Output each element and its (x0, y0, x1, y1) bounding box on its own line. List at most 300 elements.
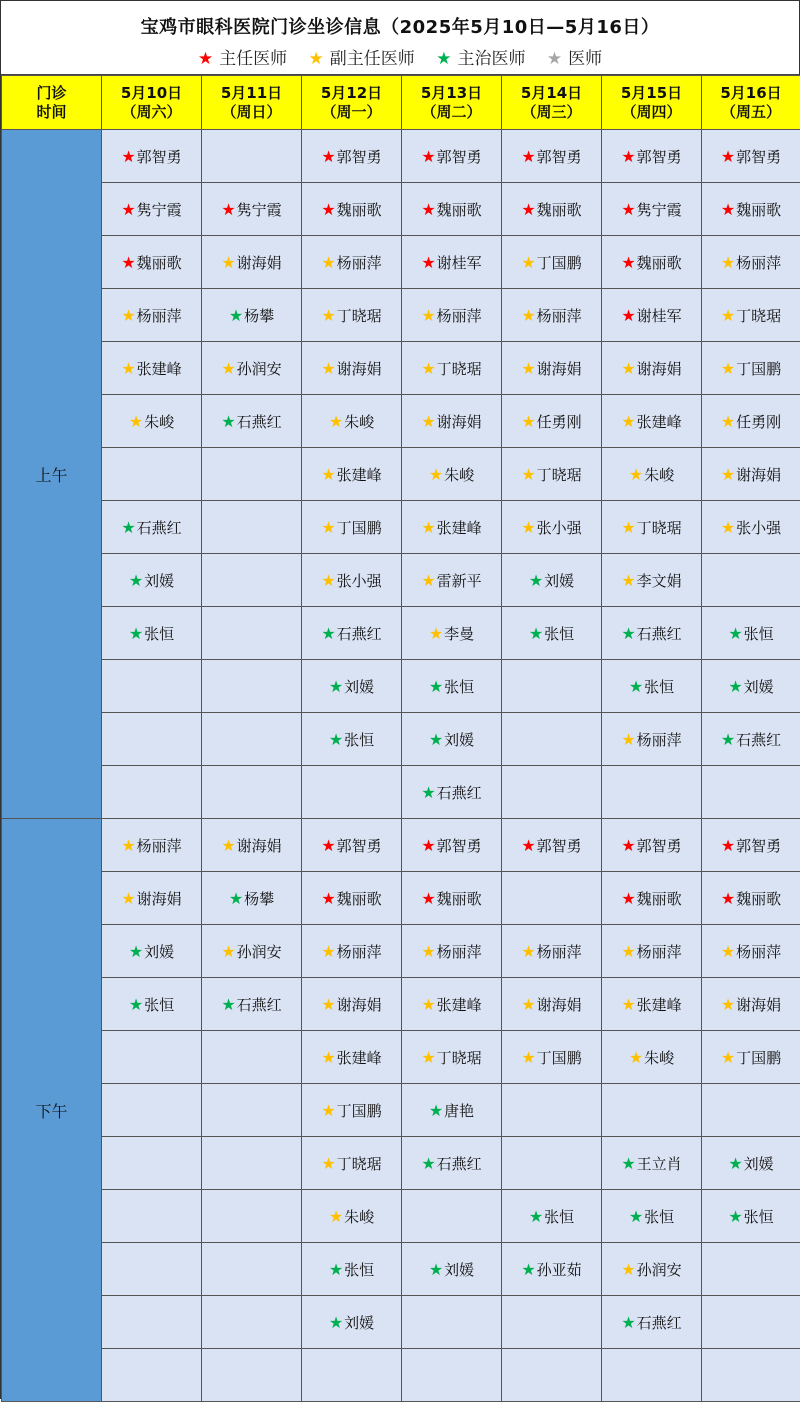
red-star-icon: ★ (421, 889, 435, 908)
legend (1, 44, 799, 69)
green-star-icon: ★ (728, 624, 742, 643)
doctor-name: 魏丽歌 (137, 254, 182, 272)
green-star-icon: ★ (329, 1313, 343, 1332)
yellow-star-icon: ★ (621, 730, 635, 749)
schedule-cell (302, 236, 402, 289)
yellow-star-icon: ★ (121, 889, 135, 908)
schedule-cell (602, 236, 702, 289)
schedule-cell (402, 1243, 502, 1296)
schedule-cell (702, 607, 800, 660)
schedule-cell (202, 1137, 302, 1190)
yellow-star-icon: ★ (621, 412, 635, 431)
yellow-star-icon: ★ (329, 1207, 343, 1226)
red-star-icon: ★ (621, 836, 635, 855)
schedule-cell (502, 289, 602, 342)
schedule-cell (702, 289, 800, 342)
schedule-row (2, 1084, 800, 1137)
doctor-name: 张恒 (444, 678, 474, 696)
yellow-star-icon: ★ (621, 1260, 635, 1279)
green-star-icon: ★ (621, 1154, 635, 1173)
doctor-name: 丁晓琚 (337, 307, 382, 325)
schedule-cell (202, 872, 302, 925)
doctor-name: 李曼 (444, 625, 474, 643)
schedule-cell (702, 1137, 800, 1190)
doctor-name: 张恒 (144, 996, 174, 1014)
doctor-name: 刘媛 (744, 678, 774, 696)
doctor-name: 石燕红 (337, 625, 382, 643)
schedule-cell (502, 342, 602, 395)
doctor-name: 石燕红 (237, 413, 282, 431)
schedule-cell (502, 236, 602, 289)
schedule-cell (702, 183, 800, 236)
schedule-cell (602, 1137, 702, 1190)
schedule-cell (102, 554, 202, 607)
day-date: 5月14日 (521, 84, 582, 102)
schedule-cell (702, 501, 800, 554)
schedule-cell (502, 1137, 602, 1190)
schedule-cell (202, 819, 302, 872)
schedule-row (2, 660, 800, 713)
yellow-star-icon: ★ (121, 836, 135, 855)
day-date: 5月12日 (321, 84, 382, 102)
doctor-name: 魏丽歌 (736, 201, 781, 219)
header-row (2, 76, 800, 130)
schedule-cell (502, 395, 602, 448)
page-title: 宝鸡市眼科医院门诊坐诊信息（2025年5月10日—5月16日） (1, 1, 799, 39)
doctor-name: 杨攀 (244, 890, 274, 908)
doctor-name: 杨丽萍 (736, 943, 781, 961)
doctor-name: 张建峰 (137, 360, 182, 378)
green-star-icon: ★ (229, 306, 243, 325)
doctor-name: 郭智勇 (437, 148, 482, 166)
day-date: 5月16日 (720, 84, 781, 102)
green-star-icon: ★ (129, 571, 143, 590)
schedule-cell (202, 607, 302, 660)
yellow-star-icon: ★ (421, 359, 435, 378)
green-star-icon: ★ (121, 518, 135, 537)
schedule-row (2, 607, 800, 660)
schedule-cell (302, 660, 402, 713)
doctor-name: 李文娟 (637, 572, 682, 590)
doctor-name: 郭智勇 (437, 837, 482, 855)
doctor-name: 张建峰 (637, 413, 682, 431)
schedule-row (2, 1349, 800, 1402)
doctor-name: 刘媛 (344, 678, 374, 696)
doctor-name: 隽宁霞 (637, 201, 682, 219)
doctor-name: 郭智勇 (736, 148, 781, 166)
doctor-name: 朱峻 (344, 413, 374, 431)
schedule-cell (102, 1084, 202, 1137)
schedule-cell (402, 925, 502, 978)
yellow-star-icon: ★ (421, 995, 435, 1014)
schedule-cell (502, 130, 602, 183)
green-star-icon: ★ (529, 1207, 543, 1226)
schedule-row (2, 978, 800, 1031)
schedule-cell (402, 607, 502, 660)
green-star-icon: ★ (728, 1154, 742, 1173)
schedule-cell (602, 130, 702, 183)
schedule-row (2, 289, 800, 342)
schedule-row (2, 1031, 800, 1084)
red-star-icon: ★ (521, 200, 535, 219)
schedule-cell (602, 289, 702, 342)
yellow-star-icon: ★ (221, 836, 235, 855)
schedule-cell (102, 289, 202, 342)
doctor-name: 郭智勇 (637, 148, 682, 166)
schedule-row (2, 236, 800, 289)
doctor-name: 魏丽歌 (437, 201, 482, 219)
yellow-star-icon: ★ (429, 465, 443, 484)
doctor-name: 朱峻 (644, 466, 674, 484)
doctor-name: 张建峰 (637, 996, 682, 1014)
yellow-star-icon: ★ (321, 995, 335, 1014)
schedule-cell (102, 660, 202, 713)
day-header (502, 76, 602, 130)
day-date: 5月13日 (421, 84, 482, 102)
schedule-cell (602, 1084, 702, 1137)
schedule-cell (502, 1190, 602, 1243)
doctor-name: 任勇刚 (736, 413, 781, 431)
yellow-star-icon: ★ (621, 942, 635, 961)
yellow-star-icon: ★ (621, 518, 635, 537)
doctor-name: 雷新平 (437, 572, 482, 590)
doctor-name: 魏丽歌 (637, 254, 682, 272)
doctor-name: 石燕红 (137, 519, 182, 537)
schedule-cell (302, 1243, 402, 1296)
doctor-name: 杨丽萍 (337, 943, 382, 961)
yellow-star-icon: ★ (721, 1048, 735, 1067)
doctor-name: 杨丽萍 (437, 943, 482, 961)
schedule-cell (302, 1031, 402, 1084)
schedule-row (2, 395, 800, 448)
schedule-cell (302, 130, 402, 183)
schedule-cell (202, 713, 302, 766)
schedule-cell (502, 1243, 602, 1296)
red-star-icon: ★ (321, 147, 335, 166)
schedule-cell (402, 130, 502, 183)
schedule-cell (502, 1031, 602, 1084)
red-star-icon: ★ (521, 147, 535, 166)
schedule-cell (302, 289, 402, 342)
day-weekday: （周三） (521, 103, 581, 121)
red-star-icon: ★ (721, 147, 735, 166)
doctor-name: 谢海娟 (736, 996, 781, 1014)
red-star-icon: ★ (421, 836, 435, 855)
yellow-star-icon: ★ (321, 1048, 335, 1067)
schedule-cell (402, 1349, 502, 1402)
day-header (602, 76, 702, 130)
schedule-cell (702, 660, 800, 713)
doctor-name: 杨丽萍 (537, 307, 582, 325)
doctor-name: 魏丽歌 (736, 890, 781, 908)
schedule-cell (702, 448, 800, 501)
doctor-name: 张恒 (644, 1208, 674, 1226)
schedule-cell (302, 395, 402, 448)
doctor-name: 石燕红 (437, 1155, 482, 1173)
schedule-cell (302, 342, 402, 395)
yellow-star-icon: ★ (421, 942, 435, 961)
yellow-star-icon: ★ (521, 1048, 535, 1067)
red-star-icon: ★ (321, 836, 335, 855)
doctor-name: 张恒 (544, 625, 574, 643)
doctor-name: 杨丽萍 (637, 731, 682, 749)
schedule-cell (302, 1137, 402, 1190)
yellow-star-icon: ★ (521, 465, 535, 484)
red-star-icon: ★ (421, 147, 435, 166)
yellow-star-icon: ★ (721, 518, 735, 537)
schedule-cell (402, 342, 502, 395)
schedule-cell (702, 342, 800, 395)
day-header (202, 76, 302, 130)
session-label: 下午 (2, 819, 102, 1402)
yellow-star-icon: ★ (629, 465, 643, 484)
doctor-name: 丁晓琚 (437, 1049, 482, 1067)
doctor-name: 张小强 (537, 519, 582, 537)
legend-label: 医师 (568, 49, 602, 69)
green-star-icon: ★ (221, 995, 235, 1014)
red-star-icon: ★ (721, 889, 735, 908)
schedule-cell (702, 872, 800, 925)
schedule-row (2, 925, 800, 978)
doctor-name: 张小强 (337, 572, 382, 590)
schedule-cell (602, 660, 702, 713)
green-star-icon: ★ (629, 1207, 643, 1226)
green-star-icon: ★ (621, 1313, 635, 1332)
schedule-cell (102, 1296, 202, 1349)
schedule-cell (402, 819, 502, 872)
red-star-icon: ★ (421, 253, 435, 272)
doctor-name: 郭智勇 (337, 148, 382, 166)
schedule-row (2, 713, 800, 766)
day-date: 5月11日 (221, 84, 282, 102)
schedule-cell (102, 1137, 202, 1190)
doctor-name: 石燕红 (237, 996, 282, 1014)
day-header (302, 76, 402, 130)
doctor-name: 魏丽歌 (337, 890, 382, 908)
doctor-name: 朱峻 (644, 1049, 674, 1067)
schedule-cell (502, 925, 602, 978)
schedule-body (2, 130, 800, 1402)
doctor-name: 谢桂军 (437, 254, 482, 272)
legend-item-associate (309, 49, 415, 69)
doctor-name: 孙润安 (637, 1261, 682, 1279)
green-star-icon: ★ (621, 624, 635, 643)
schedule-cell (502, 978, 602, 1031)
doctor-name: 丁晓琚 (337, 1155, 382, 1173)
doctor-name: 石燕红 (736, 731, 781, 749)
schedule-cell (202, 1031, 302, 1084)
schedule-cell (102, 766, 202, 819)
red-star-icon: ★ (721, 836, 735, 855)
schedule-row (2, 554, 800, 607)
day-header (402, 76, 502, 130)
doctor-name: 谢海娟 (237, 837, 282, 855)
doctor-name: 朱峻 (144, 413, 174, 431)
time-column-header (2, 76, 102, 130)
doctor-name: 孙润安 (237, 943, 282, 961)
schedule-row (2, 448, 800, 501)
schedule-cell (702, 1296, 800, 1349)
schedule-cell (202, 766, 302, 819)
doctor-name: 丁国鹏 (537, 1049, 582, 1067)
schedule-cell (302, 1296, 402, 1349)
legend-label: 主任医师 (219, 49, 287, 69)
red-star-icon: ★ (321, 200, 335, 219)
doctor-name: 隽宁霞 (137, 201, 182, 219)
doctor-name: 郭智勇 (337, 837, 382, 855)
schedule-cell (402, 872, 502, 925)
schedule-row (2, 1243, 800, 1296)
schedule-cell (102, 1349, 202, 1402)
schedule-row (2, 130, 800, 183)
schedule-cell (202, 289, 302, 342)
schedule-cell (502, 607, 602, 660)
day-weekday: （周四） (621, 103, 681, 121)
green-star-icon: ★ (329, 677, 343, 696)
schedule-cell (602, 183, 702, 236)
legend-label: 副主任医师 (330, 49, 415, 69)
schedule-cell (402, 1137, 502, 1190)
day-weekday: （周一） (321, 103, 381, 121)
yellow-star-icon: ★ (321, 306, 335, 325)
yellow-star-icon: ★ (221, 942, 235, 961)
yellow-star-icon: ★ (329, 412, 343, 431)
schedule-cell (102, 1243, 202, 1296)
green-star-icon: ★ (421, 783, 435, 802)
schedule-cell (702, 1190, 800, 1243)
schedule-cell (202, 1296, 302, 1349)
schedule-cell (702, 395, 800, 448)
green-star-icon: ★ (129, 624, 143, 643)
schedule-cell (702, 1243, 800, 1296)
schedule-cell (102, 130, 202, 183)
green-star-icon: ★ (429, 730, 443, 749)
doctor-name: 丁国鹏 (736, 360, 781, 378)
schedule-cell (402, 1031, 502, 1084)
doctor-name: 杨丽萍 (537, 943, 582, 961)
schedule-row (2, 1296, 800, 1349)
red-star-icon: ★ (621, 147, 635, 166)
doctor-name: 谢海娟 (337, 360, 382, 378)
schedule-row (2, 872, 800, 925)
green-star-icon: ★ (429, 677, 443, 696)
yellow-star-icon: ★ (321, 571, 335, 590)
yellow-star-icon: ★ (421, 306, 435, 325)
doctor-name: 郭智勇 (537, 148, 582, 166)
legend-label: 主治医师 (457, 49, 525, 69)
schedule-cell (302, 1084, 402, 1137)
doctor-name: 朱峻 (444, 466, 474, 484)
schedule-cell (702, 925, 800, 978)
gray-star-icon: ★ (547, 49, 562, 69)
schedule-cell (102, 872, 202, 925)
schedule-cell (202, 660, 302, 713)
schedule-cell (202, 1084, 302, 1137)
schedule-cell (302, 183, 402, 236)
doctor-name: 刘媛 (544, 572, 574, 590)
schedule-cell (302, 1190, 402, 1243)
doctor-name: 郭智勇 (137, 148, 182, 166)
red-star-icon: ★ (198, 49, 213, 69)
yellow-star-icon: ★ (129, 412, 143, 431)
doctor-name: 丁国鹏 (537, 254, 582, 272)
schedule-cell (402, 978, 502, 1031)
doctor-name: 杨丽萍 (337, 254, 382, 272)
green-star-icon: ★ (129, 942, 143, 961)
schedule-cell (502, 1349, 602, 1402)
schedule-cell (402, 1296, 502, 1349)
red-star-icon: ★ (121, 253, 135, 272)
schedule-cell (202, 342, 302, 395)
doctor-name: 魏丽歌 (437, 890, 482, 908)
schedule-cell (302, 978, 402, 1031)
schedule-row (2, 183, 800, 236)
schedule-table (1, 75, 800, 1402)
schedule-cell (102, 713, 202, 766)
doctor-name: 唐艳 (444, 1102, 474, 1120)
legend-item-physician (547, 49, 602, 69)
schedule-cell (302, 448, 402, 501)
doctor-name: 张恒 (344, 1261, 374, 1279)
schedule-row (2, 766, 800, 819)
schedule-cell (502, 554, 602, 607)
day-weekday: （周五） (721, 103, 781, 121)
yellow-star-icon: ★ (421, 1048, 435, 1067)
yellow-star-icon: ★ (721, 942, 735, 961)
doctor-name: 丁晓琚 (537, 466, 582, 484)
schedule-cell (602, 819, 702, 872)
schedule-cell (302, 766, 402, 819)
yellow-star-icon: ★ (421, 571, 435, 590)
doctor-name: 张建峰 (337, 1049, 382, 1067)
schedule-cell (102, 448, 202, 501)
doctor-name: 张恒 (744, 625, 774, 643)
green-star-icon: ★ (429, 1260, 443, 1279)
doctor-name: 张建峰 (437, 519, 482, 537)
yellow-star-icon: ★ (521, 306, 535, 325)
schedule-row (2, 819, 800, 872)
schedule-cell (602, 501, 702, 554)
green-star-icon: ★ (421, 1154, 435, 1173)
yellow-star-icon: ★ (521, 995, 535, 1014)
schedule-row (2, 342, 800, 395)
schedule-cell (702, 713, 800, 766)
green-star-icon: ★ (728, 677, 742, 696)
schedule-cell (602, 925, 702, 978)
schedule-cell (402, 766, 502, 819)
schedule-cell (702, 978, 800, 1031)
schedule-cell (502, 183, 602, 236)
schedule-cell (202, 1243, 302, 1296)
legend-item-attending (436, 49, 525, 69)
schedule-cell (102, 183, 202, 236)
schedule-cell (402, 289, 502, 342)
doctor-name: 郭智勇 (637, 837, 682, 855)
schedule-cell (302, 607, 402, 660)
schedule-row (2, 1137, 800, 1190)
schedule-cell (302, 819, 402, 872)
doctor-name: 张恒 (644, 678, 674, 696)
red-star-icon: ★ (621, 200, 635, 219)
doctor-name: 张恒 (344, 731, 374, 749)
schedule-cell (302, 1349, 402, 1402)
schedule-cell (202, 130, 302, 183)
schedule-cell (602, 1349, 702, 1402)
doctor-name: 孙润安 (237, 360, 282, 378)
schedule-cell (602, 607, 702, 660)
schedule-cell (702, 1031, 800, 1084)
doctor-name: 杨丽萍 (137, 837, 182, 855)
